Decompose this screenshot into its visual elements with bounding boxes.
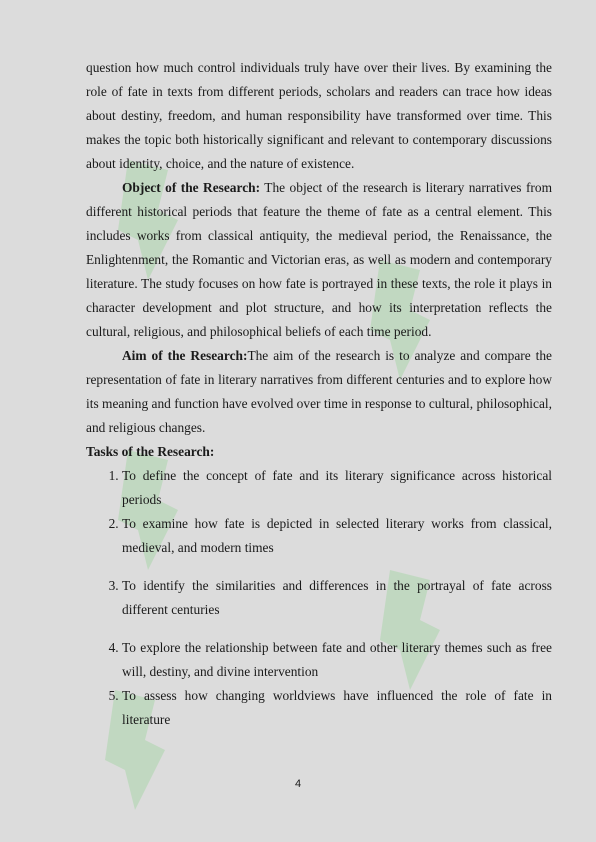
intro-paragraph: question how much control individuals truly have over their lives. By examining the role of fate in texts from different periods, scholars and readers can trace how ideas about destiny, freedom, and human responsibility have transformed over time. This makes the topic both historically significant and relevant to contemporary discussions about identity, choice, and the nature of existence. bbox=[86, 60, 552, 171]
body-text bbox=[86, 56, 552, 732]
tasks-heading: Tasks of the Research: bbox=[86, 444, 215, 459]
task-item: 3. To identify the similarities and differences in the portrayal of fate across different centuries bbox=[122, 574, 552, 622]
aim-paragraph bbox=[86, 344, 552, 440]
aim-text: The aim of the research is to analyze and compare the representation of fate in literary narratives from different centuries and to explore how its meaning and function have evolved over time in response to cultural, philosophical, and religious changes. bbox=[86, 348, 553, 435]
page-number: 4 bbox=[294, 778, 302, 790]
task-item: 1. To define the concept of fate and its literary significance across historical periods bbox=[122, 464, 552, 512]
aim-heading: Aim of the Research: bbox=[122, 348, 248, 363]
object-heading: Object of the Research: bbox=[122, 180, 261, 195]
tasks-list bbox=[86, 464, 552, 732]
task-item: 2. To examine how fate is depicted in selected literary works from classical, medieval, and modern times bbox=[122, 512, 552, 560]
task-item: 4. To explore the relationship between fate and other literary themes such as free will, destiny, and divine intervention bbox=[122, 636, 552, 684]
object-paragraph bbox=[86, 176, 552, 344]
task-item: 5. To assess how changing worldviews have influenced the role of fate in literature bbox=[122, 684, 552, 732]
object-text: The object of the research is literary narratives from different historical periods that feature the theme of fate as a central element. This includes works from classical antiquity, the medieval period, the Renaissance, the Enlightenment, the Romantic and Victorian eras, as well as modern and contemporary literature. The study focuses on how fate is portrayed in these texts, the role it plays in character development and plot structure, and how its interpretation reflects the cultural, religious, and philosophical beliefs of each time period. bbox=[86, 180, 552, 339]
